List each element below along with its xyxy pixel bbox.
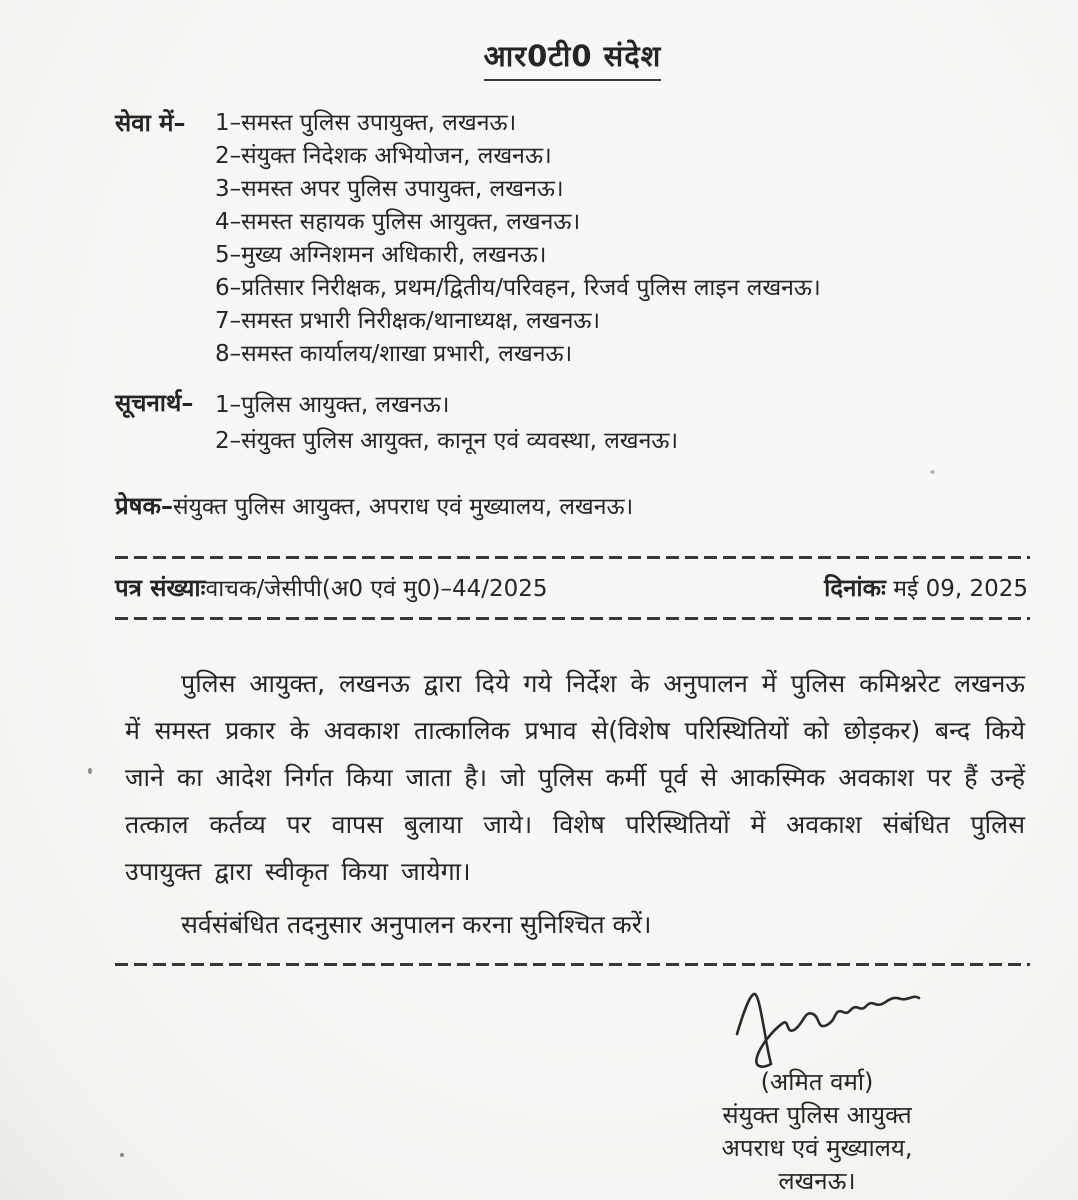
body-paragraph: पुलिस आयुक्त, लखनऊ द्वारा दिये गये निर्देश के अनुपालन में पुलिस कमिश्नरेट लखनऊ में समस्त प्रकार के अवकाश तात्कालिक प्रभाव से(विशेष परिस्थितियों को छोड़कर) बन्द किये जाने का आदेश निर्गत किया जाता है। जो पुलिस कर्मी पूर्व से आकस्मिक अवकाश पर हैं उन्हें तत्काल कर्तव्य पर वापस बुलाया जाये। विशेष परिस्थितियों में अवकाश संबंधित पुलिस उपायुक्त द्वारा स्वीकृत किया जायेगा। [125,669,1025,886]
letter-number [115,571,548,604]
letter-date-label: दिनांकः [824,574,886,602]
sender-label: प्रेषक– [115,492,173,520]
to-item-7: 7–समस्त प्रभारी निरीक्षक/थानाध्यक्ष, लखनऊ। [215,308,601,334]
info-label: सूचनार्थ– [115,389,194,417]
reference-strip [115,544,1030,634]
to-label: सेवा में– [115,109,186,137]
letter-number-label: पत्र संख्याः [115,574,206,602]
to-section [115,107,1030,371]
letter-date-value: मई 09, 2025 [893,576,1028,602]
info-list [215,387,678,459]
signatory-place: लखनऊ। [778,1167,856,1195]
letter-date [824,571,1028,604]
signature-block [662,972,972,1198]
to-list [215,107,821,371]
info-item-1: 1–पुलिस आयुक्त, लखनऊ। [215,392,450,418]
signature-scribble-icon [707,972,927,1072]
to-item-4: 4–समस्त सहायक पुलिस आयुक्त, लखनऊ। [215,209,581,235]
info-section [115,387,1030,459]
to-item-8: 8–समस्त कार्यालय/शाखा प्रभारी, लखनऊ। [215,341,573,367]
letter-number-value: वाचक/जेसीपी(अ0 एवं मु0)–44/2025 [205,576,548,602]
scan-speck [930,470,935,474]
to-item-1: 1–समस्त पुलिस उपायुक्त, लखनऊ। [215,110,517,136]
separator-bottom [115,963,1030,966]
to-item-3: 3–समस्त अपर पुलिस उपायुक्त, लखनऊ। [215,176,564,202]
signatory-designation: संयुक्त पुलिस आयुक्त [722,1101,912,1129]
signatory-department: अपराध एवं मुख्यालय, [721,1134,913,1162]
to-item-6: 6–प्रतिसार निरीक्षक, प्रथम/द्वितीय/परिवहन, रिजर्व पुलिस लाइन लखनऊ। [215,275,821,301]
scan-speck [88,768,92,774]
signatory-name: (अमित वर्मा) [760,1068,874,1096]
sender-text: संयुक्त पुलिस आयुक्त, अपराध एवं मुख्यालय, लखनऊ। [172,494,634,520]
scan-speck [120,1153,124,1157]
sender-line [115,489,1030,522]
to-item-5: 5–मुख्य अग्निशमन अधिकारी, लखनऊ। [215,242,547,268]
reference-row [115,559,1030,617]
separator-middle [115,617,1030,620]
info-item-2: 2–संयुक्त पुलिस आयुक्त, कानून एवं व्यवस्था, लखनऊ। [215,428,679,454]
letter-title-wrap [115,36,1030,81]
closing-line: सर्वसंबंधित तदनुसार अनुपालन करना सुनिश्चित करें। [181,910,652,939]
letter-title: आर0टी0 संदेश [484,36,662,81]
to-item-2: 2–संयुक्त निदेशक अभियोजन, लखनऊ। [215,143,552,169]
